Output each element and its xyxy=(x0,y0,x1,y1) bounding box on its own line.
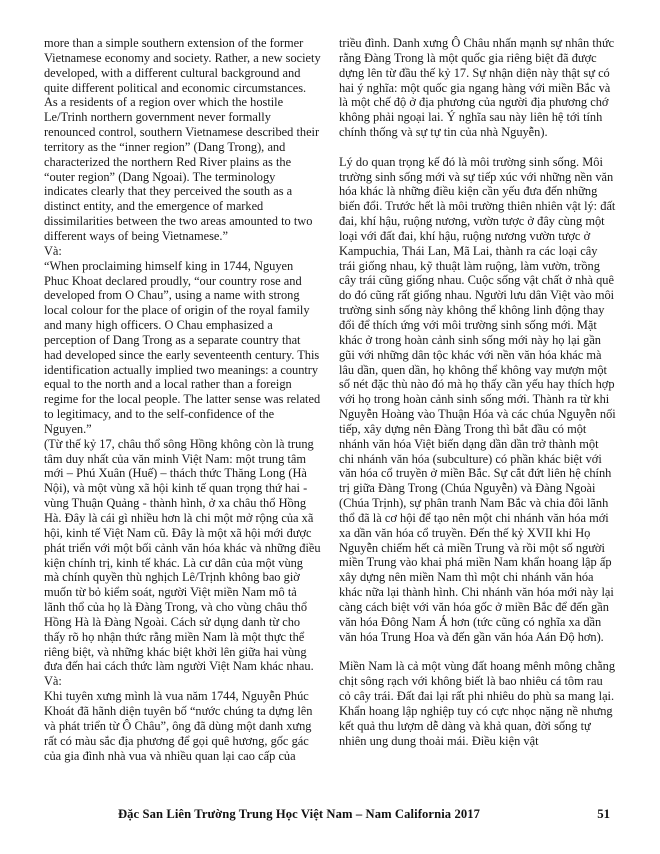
paragraph: Lý do quan trọng kế đó là môi trường sinh sống. Môi trường sinh sống mới và sự tiếp xúc với những nền văn hóa khác là những điều kiện cần yếu đưa đến những biến đổi. Trước hết là môi trường thiên nhiên vật lý: đất đai, khí hậu, ruộng nương, vườn tược ở đây cùng một loại với đất đai, khí hậu, ruộng nương vườn tược ở Kampuchia, Thái Lan, Mã Lai, thành ra các loại cây trái giống nhau, kỹ thuật làm ruộng, làm vườn, trồng cây trái cũng giống nhau. Cuộc sống vật chất ở nhà quê do đó cũng rất giống nhau. Người lưu dân Việt vào môi trường sinh sống này không thể không linh động thay đổi để thích ứng với môi trường sinh sống mới. Mặt khác ở trong hoàn cảnh sinh sống mới này họ lại gần gũi với những dân tộc khác với nền văn hóa khác mà lâu dần, quen dần, họ không thể không vay mượn một số nét đặc thù nào đó mà họ thấy cần yếu hay thích hợp với họ trong hoàn cảnh sinh sống mới. Thành ra từ khi Nguyễn Hoàng vào Thuận Hóa và các chúa Nguyễn nối tiếp, xây dựng nên Đàng Trong thì bắt đầu có một nhánh văn hóa Việt biến dạng dần dần trở thành một chi nhánh văn hóa (subculture) có phần khác biệt với văn hóa cổ truyền ở miền Bắc. Sự cắt đứt liên hệ chính trị giữa Đàng Trong (Chúa Nguyễn) và Đàng Ngoài (Chúa Trịnh), sự phân tranh Nam Bắc và chia đôi lãnh thổ đã là cơ hội để tạo nên một chi nhánh văn hóa mới xa dần văn hóa cổ truyền. Đến thế kỷ XVII khi Họ Nguyễn chiếm hết cả miền Trung và rồi một số người miền Trung vào khai phá miền Nam khẩn hoang lập ấp xây dựng nên miền Nam thì một chi nhánh văn hóa khác nữa lại thành hình. Chi nhánh văn hóa mới này lại càng cách biệt với văn hóa gốc ở miền Bắc để đến gần văn hóa Đông Nam Á hơn (tức cũng có nghĩa xa dần văn hóa Trung Hoa và đến gần văn hóa Aán Độ hơn). xyxy=(339,154,616,644)
two-column-text-body xyxy=(44,36,616,796)
left-column xyxy=(44,36,321,796)
page-footer xyxy=(44,806,616,828)
page-number: 51 xyxy=(597,807,610,821)
right-column xyxy=(339,36,616,796)
paragraph: Và: xyxy=(44,243,62,258)
paragraph: “When proclaiming himself king in 1744, Nguyen Phuc Khoat declared proudly, “our country rose and developed from O Chau”, using a name with strong local colour for the place of origin of the royal family and many high officers. O Chau emphasized a perception of Dang Trong as a separate country that had developed since the early seventeenth century. This identification actually implied two meanings: a country equal to the north and a local rather than a foreign regime for the local people. The latter sense was related to legitimacy, and to the self-confidence of the Nguyen.” xyxy=(44,258,321,436)
paragraph: triều đình. Danh xưng Ô Châu nhấn mạnh sự nhân thức rằng Đàng Trong là một quốc gia riêng biệt đã được dựng lên từ đầu thế kỷ 17. Sự nhận diện này thật sự có hai ý nghĩa: một quốc gia ngang hàng với miền Bắc và là một chế độ ở địa phương của người địa phương chớ không phải ngoại lai. Ý nghĩa sau này liên hệ tới tính chính thống và sự tự tin của nhà Nguyễn). xyxy=(339,36,615,140)
footer-title: Đặc San Liên Trường Trung Học Việt Nam – Nam California 2017 xyxy=(117,807,481,821)
paragraph: Miền Nam là cả một vùng đất hoang mênh mông chằng chịt sông rạch với không biết là bao nhiêu cá tôm rau cỏ cây trái. Đất đai lại rất phi nhiêu do phù sa mang lại. Khẩn hoang lập nghiệp tuy có cực nhọc nặng nề nhưng kết quả thu lượm dễ dàng và khả quan, đời sống tự nhiên ung dung thoải mái. Điều kiện vật xyxy=(339,659,615,748)
paragraph: Và: xyxy=(44,674,62,689)
paragraph: (Từ thế kỷ 17, châu thổ sông Hồng không còn là trung tâm duy nhất của văn minh Việt Nam: một trung tâm mới – Phú Xuân (Huế) – thách thức Thăng Long (Hà Nội), và một vùng xã hội kinh tế quan trọng thứ hai - vùng Thuận Quảng - thành hình, ở xa châu thổ Hồng Hà. Đây là cái gì nhiều hơn là chi một mở rộng của xã hội, kinh tế Việt Nam cũ. Đây là một xã hội mới được phát triển với một bối cảnh văn hóa khác và những điều kiện chính trị, kinh tế khác. Là cư dân của một vùng mà chính quyền thù nghịch Lê/Trịnh không bao giờ muốn từ bỏ kiểm soát, người Việt miền Nam mô tả lãnh thổ của họ là Đàng Trong, và cho vùng châu thổ Hồng Hà là Đàng Ngoài. Cách sử dụng danh từ cho thấy rõ họ nhận thức rằng miền Nam là một thực thể riêng biệt, và những khác biệt khởi lên giữa hai vùng đưa đến hai cách thức làm người Việt Nam khác nhau. xyxy=(44,436,321,674)
paragraph: Khi tuyên xưng mình là vua năm 1744, Nguyễn Phúc Khoát đã hãnh diện tuyên bố “nước chúng ta dựng lên và phát triển từ Ô Châu”, ông đã dùng một danh xưng rất có màu sắc địa phương để gọi quê hương, gốc gác của gia đình nhà vua và nhiều quan lại cao cấp của xyxy=(44,689,313,763)
paragraph: more than a simple southern extension of the former Vietnamese economy and society. Rather, a new society developed, with a different cultural background and quite different political and economic circumstances. As a residents of a region over which the hostile Le/Trinh northern government never formally renounced control, southern Vietnamese described their territory as the “inner region” (Dang Trong), and characterized the northern Red River plains as the “outer region” (Dang Ngoai). The terminology indicates clearly that they perceived the south as a distinct entity, and the emergence of marked dissimilarities between the two areas amounted to two different ways of being Vietnamese.” xyxy=(44,36,321,243)
